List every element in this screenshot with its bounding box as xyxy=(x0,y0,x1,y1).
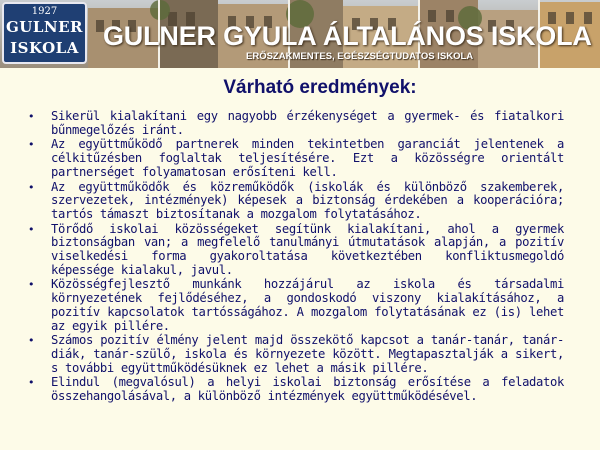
logo-text-line1: GULNER xyxy=(5,18,84,36)
list-item-text: Az együttműködő partnerek minden tekintetben garanciát jelentenek a célkitűzésben foglaltak teljesítésére. Ezt a közösségre orientált partnerséget folyamatosan erősíteni kell. xyxy=(51,137,564,179)
list-item-text: Elindul (megvalósul) a helyi iskolai biztonság erősítése a feladatok összehangolásával, a különböző intézmények együttműködésével. xyxy=(51,375,564,404)
list-item-text: Közösségfejlesztő munkánk hozzájárul az iskola és társadalmi környezetének fejlődéséhez, a gondoskodó viszony kialakításához, a pozitív kapcsolatok tartósságához. A mozgalom folytatásának ez (is) lehet az egyik pillére. xyxy=(51,277,564,333)
logo-year: 1927 xyxy=(31,6,58,17)
list-item xyxy=(28,223,564,278)
bullet-icon: • xyxy=(28,334,35,348)
school-title: GULNER GYULA ÁLTALÁNOS ISKOLA xyxy=(103,21,592,51)
list-item xyxy=(28,376,564,403)
results-list xyxy=(28,110,564,405)
list-item-text: Az együttműködők és közreműködők (iskolák és különböző szakemberek, szervezetek, intézmények) képesek a biztonság érdekében a kooperációra; tartós támaszt biztosítanak a mozgalom folytatásához. xyxy=(51,179,564,221)
bullet-icon: • xyxy=(28,278,35,292)
list-item xyxy=(28,110,564,137)
list-item xyxy=(28,278,564,333)
logo-text-line2: ISKOLA xyxy=(10,39,79,57)
list-item-text: Sikerül kialakítani egy nagyobb érzékenységet a gyermek- és fiatalkori bűnmegelőzés iránt. xyxy=(51,109,564,137)
header-banner xyxy=(0,0,600,68)
school-subtitle: ERŐSZAKMENTES, EGÉSZSÉGTUDATOS ISKOLA xyxy=(246,51,474,62)
list-item-text: Törődő iskolai közösségeket segítünk kialakítani, ahol a gyermek biztonságban van; a megfelelő tanulmányi útmutatások alapján, a pozitív viselkedési forma gyakoroltatása következtében konfliktusmegoldó képessége kialakul, javul. xyxy=(51,221,564,277)
bullet-icon: • xyxy=(28,376,35,390)
list-item xyxy=(28,138,564,179)
bullet-icon: • xyxy=(28,180,35,194)
school-logo xyxy=(2,2,87,64)
bullet-icon: • xyxy=(28,110,35,123)
list-item xyxy=(28,334,564,375)
list-item xyxy=(28,181,564,222)
page-heading: Várható eredmények: xyxy=(223,77,417,98)
bullet-icon: • xyxy=(28,222,35,236)
bullet-icon: • xyxy=(28,138,35,152)
list-item-text: Számos pozitív élmény jelent majd összekötő kapcsot a tanár-tanár, tanár-diák, tanár-szülő, iskola és környezete között. Megtapasztalják a sikert, s további együttműködésüknek ez lehet a másik pillére. xyxy=(51,333,564,375)
